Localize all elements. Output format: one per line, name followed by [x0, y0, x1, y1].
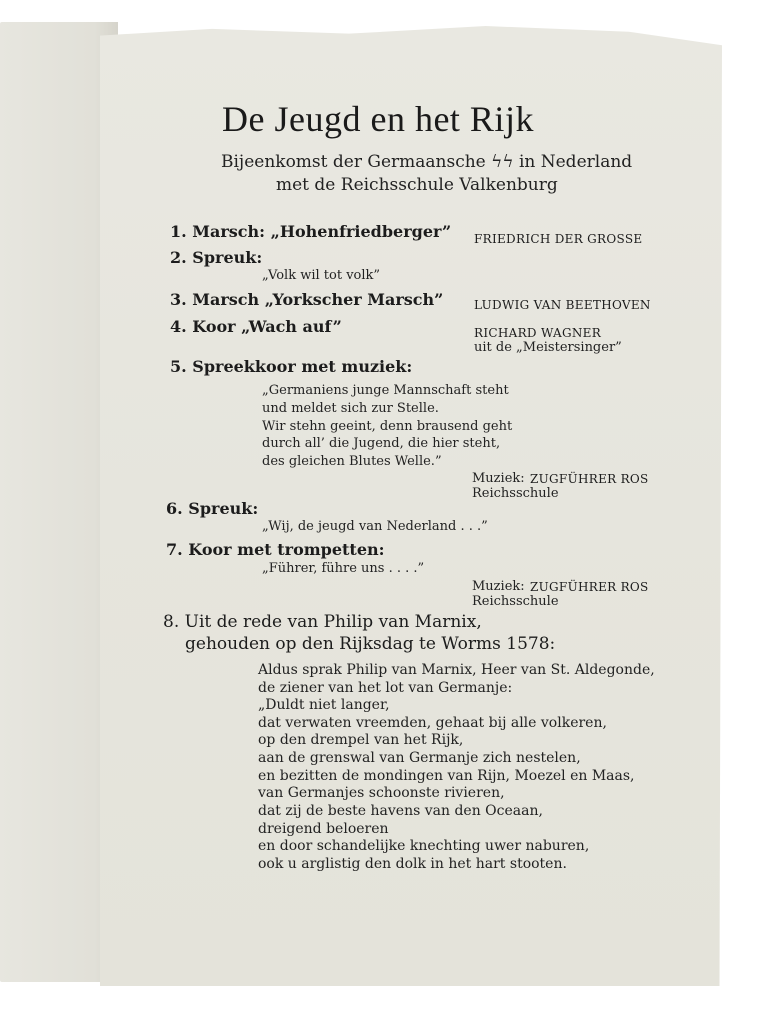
item-5-line: des gleichen Blutes Welle.”	[262, 454, 442, 469]
item-2-quote: „Volk wil tot volk”	[262, 268, 381, 283]
item-5-credit-label: Muziek:	[472, 471, 525, 486]
speech-line: dreigend beloeren	[258, 821, 389, 837]
speech-line: Aldus sprak Philip van Marnix, Heer van St. Aldegonde,	[258, 662, 655, 678]
subtitle-line-1: Bijeenkomst der Germaansche ϟϟ in Nederland	[221, 152, 633, 172]
item-7-credit-label: Muziek:	[472, 579, 525, 594]
item-5-line: durch all’ die Jugend, die hier steht,	[262, 436, 501, 451]
program-item-4: 4. Koor „Wach auf”	[170, 317, 342, 336]
item-5-credit-org: Reichsschule	[472, 486, 559, 501]
speech-line: dat verwaten vreemden, gehaat bij alle volkeren,	[258, 715, 607, 731]
item-4-composer: RICHARD WAGNER	[474, 326, 602, 340]
speech-line: en door schandelijke knechting uwer naburen,	[258, 838, 590, 854]
item-5-line: und meldet sich zur Stelle.	[262, 401, 439, 416]
item-1-composer: FRIEDRICH DER GROSSE	[474, 232, 643, 246]
speech-line: de ziener van het lot van Germanje:	[258, 680, 513, 696]
item-4-composer-note: uit de „Meistersinger”	[474, 340, 622, 355]
program-item-5: 5. Spreekkoor met muziek:	[170, 357, 413, 376]
subtitle-line-2: met de Reichsschule Valkenburg	[276, 175, 558, 195]
program-item-3: 3. Marsch „Yorkscher Marsch”	[170, 290, 444, 309]
speech-line: „Duldt niet langer,	[258, 697, 390, 713]
speech-line: op den drempel van het Rijk,	[258, 732, 464, 748]
item-7-credit-org: Reichsschule	[472, 594, 559, 609]
speech-line: dat zij de beste havens van den Oceaan,	[258, 803, 543, 819]
speech-line: aan de grenswal van Germanje zich nestelen,	[258, 750, 581, 766]
program-item-8-line-2: gehouden op den Rijksdag te Worms 1578:	[185, 634, 556, 654]
item-5-line: „Germaniens junge Mannschaft steht	[262, 383, 509, 398]
program-item-6: 6. Spreuk:	[166, 499, 259, 518]
document-title: De Jeugd en het Rijk	[222, 99, 534, 139]
speech-line: van Germanjes schoonste rivieren,	[258, 785, 505, 801]
item-5-credit-name: ZUGFÜHRER ROS	[530, 472, 649, 486]
program-item-1: 1. Marsch: „Hohenfriedberger”	[170, 222, 452, 241]
item-3-composer: LUDWIG VAN BEETHOVEN	[474, 298, 651, 312]
item-7-credit-name: ZUGFÜHRER ROS	[530, 580, 649, 594]
speech-line: ook u arglistig den dolk in het hart stooten.	[258, 856, 567, 872]
program-item-8: 8. Uit de rede van Philip van Marnix,	[163, 612, 482, 632]
item-6-quote: „Wij, de jeugd van Nederland . . .”	[262, 519, 488, 534]
speech-line: en bezitten de mondingen van Rijn, Moezel en Maas,	[258, 768, 635, 784]
program-item-2: 2. Spreuk:	[170, 248, 263, 267]
item-5-line: Wir stehn geeint, denn brausend geht	[262, 419, 513, 434]
program-item-7: 7. Koor met trompetten:	[166, 540, 385, 559]
item-7-quote: „Führer, führe uns . . . .”	[262, 561, 425, 576]
